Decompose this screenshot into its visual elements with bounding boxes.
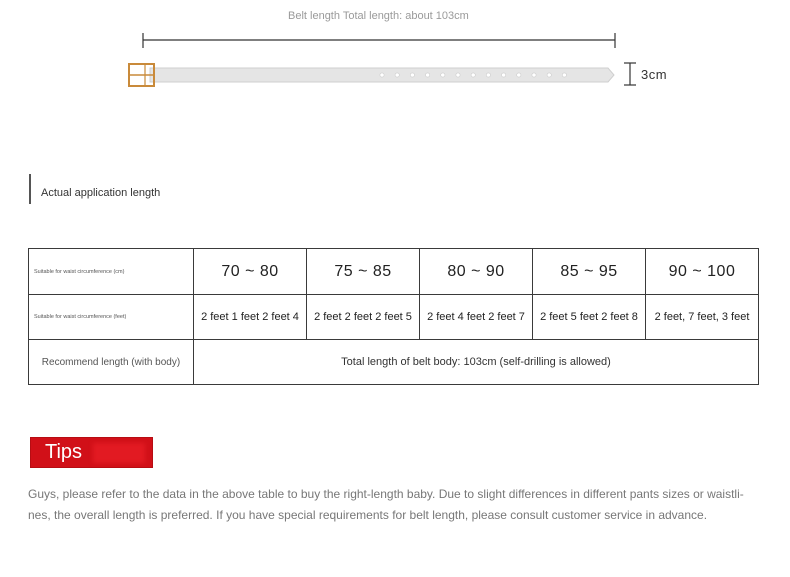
belt-hole	[471, 73, 475, 77]
table-row	[29, 295, 759, 340]
banner-decoration	[93, 443, 145, 463]
section-title: Actual application length	[41, 187, 161, 199]
belt-hole	[426, 73, 430, 77]
table-cell: 75 ~ 85	[307, 249, 420, 295]
table-cell: 2 feet 5 feet 2 feet 8	[533, 295, 646, 340]
belt-hole	[532, 73, 536, 77]
belt-hole	[456, 73, 460, 77]
belt-hole	[441, 73, 445, 77]
belt-hole	[486, 73, 490, 77]
table-cell: 2 feet 4 feet 2 feet 7	[420, 295, 533, 340]
table-cell: 2 feet 1 feet 2 feet 4	[194, 295, 307, 340]
tips-text: Guys, please refer to the data in the above table to buy the right-length baby. Due to slight differences in different pants sizes or waistli-nes, the overall length is preferred. If you have special requirements for belt length, please consult customer service in advance.	[28, 487, 744, 522]
width-dimension-line	[624, 63, 636, 85]
table-cell: 2 feet, 7 feet, 3 feet	[646, 295, 759, 340]
size-table	[28, 248, 759, 385]
belt-hole	[547, 73, 551, 77]
belt-width-label: 3cm	[641, 67, 668, 82]
tips-title: Tips	[45, 441, 83, 463]
belt-hole	[562, 73, 566, 77]
belt-hole	[410, 73, 414, 77]
belt-hole	[395, 73, 399, 77]
length-dimension-line	[143, 33, 615, 48]
row-label-feet: Suitable for waist circumference (feet)	[29, 295, 194, 340]
tips-banner	[30, 437, 153, 468]
row-label-recommend: Recommend length (with body)	[29, 340, 194, 385]
belt-diagram	[0, 0, 790, 110]
belt-length-caption: Belt length Total length: about 103cm	[288, 10, 469, 22]
belt-hole	[502, 73, 506, 77]
table-cell: 80 ~ 90	[420, 249, 533, 295]
belt-illustration	[0, 0, 790, 110]
row-label-cm: Suitable for waist circumference (cm)	[29, 249, 194, 295]
table-cell: 70 ~ 80	[194, 249, 307, 295]
table-cell: 85 ~ 95	[533, 249, 646, 295]
table-cell: 2 feet 2 feet 2 feet 5	[307, 295, 420, 340]
belt-hole	[380, 73, 384, 77]
table-row	[29, 340, 759, 385]
buckle-icon	[129, 64, 154, 86]
belt-hole	[517, 73, 521, 77]
section-heading	[29, 174, 161, 204]
table-cell: 90 ~ 100	[646, 249, 759, 295]
table-row	[29, 249, 759, 295]
table-cell-merged: Total length of belt body: 103cm (self-drilling is allowed)	[194, 340, 759, 385]
